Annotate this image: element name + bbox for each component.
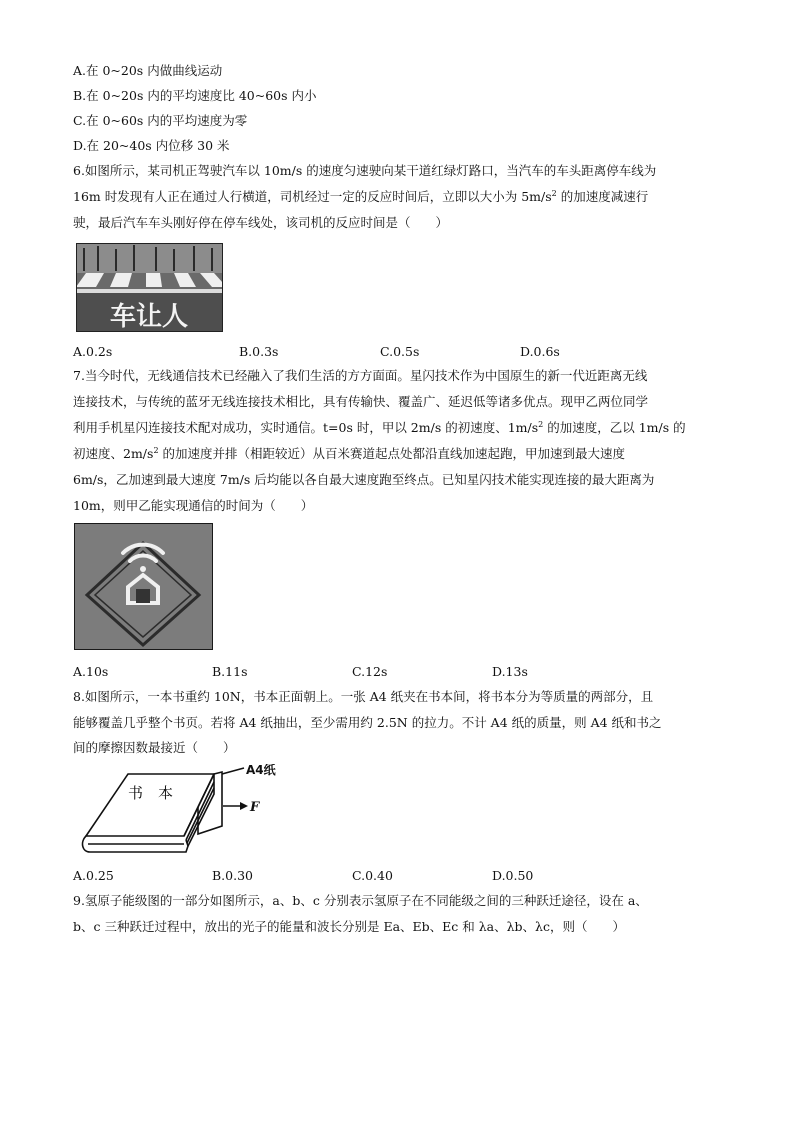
q8-book-diagram bbox=[80, 764, 290, 860]
q8-stem-line3: 间的摩擦因数最接近（ ） bbox=[73, 740, 236, 755]
q9-stem-line2: b、c 三种跃迁过程中，放出的光子的能量和波长分别是 Ea、Eb、Ec 和 λa、λb、λc，则（ ） bbox=[73, 919, 625, 934]
q8-option-b: B.0.30 bbox=[212, 868, 253, 883]
q7-stem-line3: 利用手机星闪连接技术配对成功，实时通信。t=0s 时，甲以 2m/s 的初速度、$1m/s^2$ 的加速度，乙以 1m/s 的 bbox=[73, 419, 686, 435]
q6-road-photo bbox=[76, 243, 223, 332]
car-yield-road-marking: 车让人 bbox=[109, 302, 189, 332]
q7-stem-line4: 初速度、$2m/s^2$ 的加速度并排（相距较近）从百米赛道起点处都沿直线加速起跑，甲加速到最大速度 bbox=[73, 445, 626, 461]
q5-option-d: D.在 20~40s 内位移 30 米 bbox=[73, 138, 230, 153]
q5-option-c: C.在 0~60s 内的平均速度为零 bbox=[73, 113, 248, 128]
q6-option-d: D.0.6s bbox=[520, 344, 560, 359]
q8-option-c: C.0.40 bbox=[352, 868, 393, 883]
q6-option-c: C.0.5s bbox=[380, 344, 420, 359]
q7-stem-line2: 连接技术，与传统的蓝牙无线连接技术相比，具有传输快、覆盖广、延迟低等诸多优点。现甲乙两位同学 bbox=[73, 394, 649, 409]
q8-option-a: A.0.25 bbox=[73, 868, 114, 883]
q6-option-b: B.0.3s bbox=[239, 344, 279, 359]
q6-option-a: A.0.2s bbox=[73, 344, 113, 359]
q5-option-a: A.在 0~20s 内做曲线运动 bbox=[73, 63, 223, 78]
q8-stem-line2: 能够覆盖几乎整个书页。若将 A4 纸抽出，至少需用约 2.5N 的拉力。不计 A4 纸的质量，则 A4 纸和书之 bbox=[73, 715, 662, 730]
q7-stem-line5: 6m/s，乙加速到最大速度 7m/s 后均能以各自最大速度跑至终点。已知星闪技术能实现连接的最大距离为 bbox=[73, 472, 655, 487]
q7-option-c: C.12s bbox=[352, 664, 388, 679]
q8-option-d: D.0.50 bbox=[492, 868, 534, 883]
book-label: 书 本 bbox=[128, 784, 174, 802]
q6-stem-line3: 驶，最后汽车车头刚好停在停车线处，该司机的反应时间是（ ） bbox=[73, 215, 449, 230]
q7-stem-line6: 10m，则甲乙能实现通信的时间为（ ） bbox=[73, 498, 314, 513]
q7-option-d: D.13s bbox=[492, 664, 528, 679]
q7-option-a: A.10s bbox=[73, 664, 109, 679]
q7-stem-line1: 7.当今时代，无线通信技术已经融入了我们生活的方方面面。星闪技术作为中国原生的新一代近距离无线 bbox=[73, 368, 648, 383]
q7-starflash-logo-photo bbox=[74, 523, 213, 650]
q8-stem-line1: 8.如图所示，一本书重约 10N，书本正面朝上。一张 A4 纸夹在书本间，将书本分为等质量的两部分，且 bbox=[73, 689, 654, 704]
force-label: F bbox=[250, 800, 260, 815]
q6-stem-line1: 6.如图所示，某司机正驾驶汽车以 10m/s 的速度匀速驶向某干道红绿灯路口，当汽车的车头距离停车线为 bbox=[73, 163, 657, 178]
q5-option-b: B.在 0~20s 内的平均速度比 40~60s 内小 bbox=[73, 88, 317, 103]
q9-stem-line1: 9.氢原子能级图的一部分如图所示，a、b、c 分别表示氢原子在不同能级之间的三种跃迁途径，设在 a、 bbox=[73, 893, 648, 908]
q7-option-b: B.11s bbox=[212, 664, 248, 679]
a4-paper-label: A4纸 bbox=[246, 764, 276, 777]
q6-stem-line2: 16m 时发现有人正在通过人行横道，司机经过一定的反应时间后，立即以大小为 $5m/s^2$ 的加速度减速行 bbox=[73, 188, 649, 204]
